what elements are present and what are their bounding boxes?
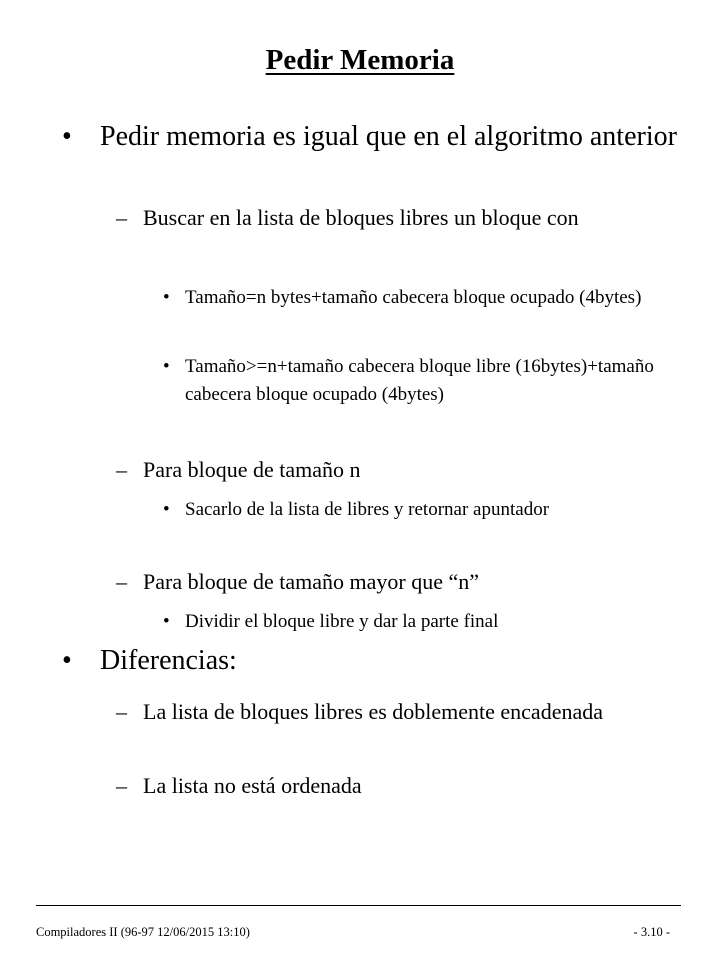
bullet-marker: • bbox=[62, 121, 72, 152]
footer-divider bbox=[36, 905, 681, 906]
sub-sub-bullet-item bbox=[163, 608, 675, 636]
sub-sub-bullet-text: Tamaño>=n+tamaño cabecera bloque libre (16bytes)+tamaño cabecera bloque ocupado (4bytes) bbox=[185, 356, 654, 405]
sub-bullet-item bbox=[116, 567, 663, 596]
footer-page-number: - 3.10 - bbox=[633, 925, 670, 939]
bullet-marker: • bbox=[163, 356, 170, 377]
sub-sub-bullet-item bbox=[163, 284, 675, 312]
bullet-item bbox=[62, 120, 700, 154]
sub-bullet-item bbox=[116, 455, 663, 484]
bullet-marker: • bbox=[163, 287, 170, 308]
bullet-text: Pedir memoria es igual que en el algoritmo anterior bbox=[100, 121, 677, 152]
dash-marker: – bbox=[116, 773, 127, 798]
bullet-item bbox=[62, 644, 700, 678]
sub-sub-bullet-text: Dividir el bloque libre y dar la parte final bbox=[185, 611, 499, 632]
bullet-text: Diferencias: bbox=[100, 645, 237, 676]
sub-sub-bullet-text: Sacarlo de la lista de libres y retornar apuntador bbox=[185, 499, 550, 520]
sub-sub-bullet-item bbox=[163, 496, 675, 524]
bullet-marker: • bbox=[163, 499, 170, 520]
sub-bullet-text: Buscar en la lista de bloques libres un bloque con bbox=[143, 205, 579, 230]
dash-marker: – bbox=[116, 699, 127, 724]
sub-sub-bullet-item bbox=[163, 353, 675, 409]
dash-marker: – bbox=[116, 569, 127, 594]
sub-bullet-item bbox=[116, 771, 663, 800]
bullet-marker: • bbox=[62, 645, 72, 676]
sub-sub-bullet-text: Tamaño=n bytes+tamaño cabecera bloque ocupado (4bytes) bbox=[185, 287, 642, 308]
sub-bullet-item bbox=[116, 203, 663, 232]
page-title: Pedir Memoria bbox=[265, 44, 455, 76]
sub-bullet-item bbox=[116, 697, 663, 726]
sub-bullet-text: La lista de bloques libres es doblemente encadenada bbox=[143, 699, 603, 724]
bullet-marker: • bbox=[163, 611, 170, 632]
sub-bullet-text: Para bloque de tamaño n bbox=[143, 457, 361, 482]
dash-marker: – bbox=[116, 457, 127, 482]
sub-bullet-text: Para bloque de tamaño mayor que “n” bbox=[143, 569, 479, 594]
sub-bullet-text: La lista no está ordenada bbox=[143, 773, 362, 798]
dash-marker: – bbox=[116, 205, 127, 230]
footer-course-info: Compiladores II (96-97 12/06/2015 13:10) bbox=[36, 925, 250, 939]
